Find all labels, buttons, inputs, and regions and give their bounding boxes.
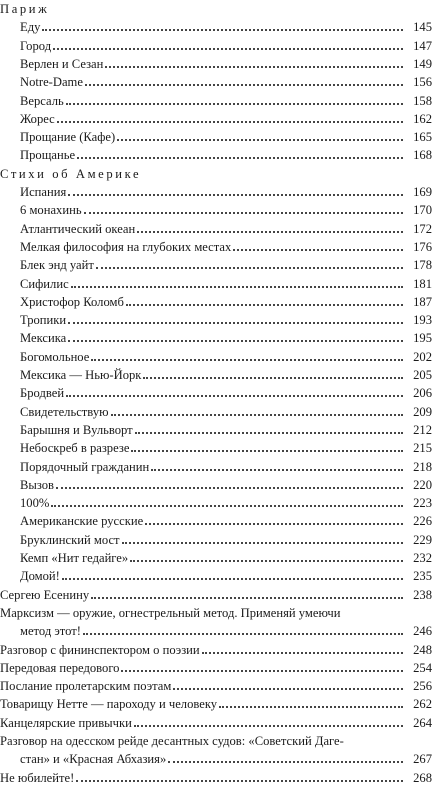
page-number: 195 bbox=[413, 331, 432, 346]
entry-title[interactable]: Вызов bbox=[20, 477, 55, 492]
toc-entry[interactable] bbox=[0, 292, 433, 310]
page-number: 149 bbox=[413, 56, 432, 71]
dot-leader bbox=[130, 560, 403, 562]
entry-title[interactable]: Мексика — Нью-Йорк bbox=[20, 368, 142, 382]
page-number: 256 bbox=[413, 679, 432, 694]
entry-title-continuation[interactable]: стан» и «Красная Абхазия» bbox=[20, 752, 167, 767]
entry-title[interactable]: Прощанье bbox=[20, 148, 76, 163]
dot-leader bbox=[131, 450, 403, 452]
page-number: 226 bbox=[413, 514, 432, 529]
page-number: 262 bbox=[413, 697, 432, 712]
toc-entry[interactable] bbox=[0, 585, 433, 603]
dot-leader bbox=[66, 395, 403, 397]
dot-leader bbox=[53, 48, 403, 50]
entry-title[interactable]: Блек энд уайт bbox=[20, 258, 94, 273]
entry-title[interactable]: Товарищу Нетте — пароходу и человеку bbox=[0, 697, 218, 712]
toc-entry[interactable] bbox=[0, 145, 433, 163]
page-number: 169 bbox=[413, 185, 432, 199]
page-number: 232 bbox=[413, 551, 432, 565]
page-number: 162 bbox=[413, 111, 432, 126]
entry-title[interactable]: Мелкая философия на глубоких местах bbox=[20, 239, 232, 254]
dot-leader bbox=[85, 84, 403, 86]
page-number: 235 bbox=[413, 569, 432, 584]
toc-entry[interactable] bbox=[0, 255, 433, 273]
dot-leader bbox=[173, 688, 403, 690]
page-number: 206 bbox=[413, 386, 432, 401]
toc-entry[interactable] bbox=[0, 36, 433, 54]
page-number: 187 bbox=[413, 294, 432, 309]
entry-title[interactable]: Мексика bbox=[20, 331, 67, 346]
entry-title[interactable]: Небоскреб в разрезе bbox=[20, 441, 130, 456]
entry-title[interactable]: Порядочный гражданин bbox=[20, 459, 150, 474]
dot-leader bbox=[145, 523, 403, 525]
dot-leader bbox=[68, 322, 403, 324]
page-number: 181 bbox=[413, 276, 432, 291]
page-number: 220 bbox=[413, 477, 432, 492]
toc-entry[interactable] bbox=[0, 713, 433, 731]
dot-leader bbox=[76, 780, 403, 782]
entry-title[interactable]: Христофор Коломб bbox=[20, 294, 124, 309]
dot-leader bbox=[42, 29, 403, 31]
page-number: 246 bbox=[413, 624, 432, 639]
entry-title[interactable]: Канцелярские привычки bbox=[0, 715, 132, 730]
dot-leader bbox=[219, 706, 403, 708]
entry-title[interactable]: Атлантический океан bbox=[20, 221, 136, 236]
page-number: 264 bbox=[413, 715, 432, 730]
toc-entry[interactable] bbox=[0, 91, 433, 109]
dot-leader bbox=[71, 286, 403, 288]
page-number: 218 bbox=[413, 459, 432, 474]
page-number: 147 bbox=[413, 38, 432, 53]
toc-entry[interactable] bbox=[0, 640, 433, 658]
page-number: 223 bbox=[413, 496, 432, 511]
dot-leader bbox=[83, 633, 403, 635]
dot-leader bbox=[143, 377, 403, 379]
entry-title[interactable]: Сифилис bbox=[20, 276, 69, 291]
page-number: 238 bbox=[413, 587, 432, 602]
entry-title[interactable]: Богомольное bbox=[20, 349, 90, 364]
dot-leader bbox=[135, 432, 403, 434]
dot-leader bbox=[77, 157, 403, 159]
page-number: 212 bbox=[413, 422, 432, 437]
entry-title-continuation[interactable]: метод этот! bbox=[20, 624, 81, 639]
toc-entry[interactable] bbox=[0, 475, 433, 493]
dot-leader bbox=[96, 267, 403, 269]
dot-leader bbox=[126, 304, 403, 306]
toc-entry[interactable] bbox=[0, 493, 433, 511]
entry-title[interactable]: Марксизм — оружие, огнестрельный метод. Применяй умеючи bbox=[0, 605, 341, 620]
entry-title[interactable]: 100% bbox=[20, 496, 50, 511]
toc-entry[interactable] bbox=[0, 127, 433, 145]
dot-leader bbox=[122, 542, 403, 544]
entry-title[interactable]: Сергею Есенину bbox=[0, 587, 90, 602]
entry-title[interactable]: Notre-Dame bbox=[20, 75, 83, 90]
toc-entry[interactable] bbox=[0, 731, 433, 749]
entry-title[interactable]: Не юбилейте! bbox=[0, 770, 75, 785]
toc-entry-continuation[interactable] bbox=[0, 749, 433, 767]
toc-entry[interactable] bbox=[0, 219, 433, 237]
toc-entry[interactable] bbox=[0, 310, 433, 328]
entry-title[interactable]: Послание пролетарским поэтам bbox=[0, 679, 172, 694]
toc-entry[interactable] bbox=[0, 438, 433, 456]
toc-entry[interactable] bbox=[0, 402, 433, 420]
entry-title[interactable]: Испания bbox=[20, 185, 67, 199]
toc-entry[interactable] bbox=[0, 383, 433, 401]
dot-leader bbox=[66, 103, 403, 105]
page-number: 170 bbox=[413, 203, 432, 218]
dot-leader bbox=[51, 505, 403, 507]
dot-leader bbox=[202, 652, 403, 654]
toc-entry[interactable] bbox=[0, 420, 433, 438]
toc-entry[interactable] bbox=[0, 511, 433, 529]
toc-entry[interactable] bbox=[0, 676, 433, 694]
dot-leader bbox=[151, 469, 403, 471]
dot-leader bbox=[68, 340, 403, 342]
entry-title[interactable]: Тропики bbox=[20, 313, 67, 328]
entry-title[interactable]: Версаль bbox=[20, 93, 64, 108]
entry-title[interactable]: Кемп «Нит гедайге» bbox=[20, 551, 129, 565]
toc-entry[interactable] bbox=[0, 54, 433, 72]
dot-leader bbox=[68, 194, 403, 196]
page-number: 215 bbox=[413, 441, 432, 456]
dot-leader bbox=[91, 597, 403, 599]
page-number: 145 bbox=[413, 20, 432, 35]
entry-title[interactable]: Американские русские bbox=[20, 514, 144, 529]
dot-leader bbox=[84, 212, 403, 214]
toc-entry[interactable] bbox=[0, 548, 433, 566]
entry-title[interactable]: 6 монахинь bbox=[20, 203, 82, 218]
dot-leader bbox=[117, 139, 403, 141]
page-number: 202 bbox=[413, 349, 432, 364]
toc-entry[interactable] bbox=[0, 274, 433, 292]
entry-title[interactable]: Жорес bbox=[20, 111, 55, 126]
page-number: 254 bbox=[413, 660, 432, 675]
page-number: 268 bbox=[413, 770, 432, 785]
page-number: 248 bbox=[413, 642, 432, 657]
dot-leader bbox=[57, 121, 403, 123]
page-number: 156 bbox=[413, 75, 432, 90]
section-title: Париж bbox=[0, 2, 50, 16]
toc-entry[interactable] bbox=[0, 109, 433, 127]
dot-leader bbox=[121, 670, 403, 672]
dot-leader bbox=[91, 359, 403, 361]
page-number: 229 bbox=[413, 532, 432, 547]
dot-leader bbox=[111, 414, 403, 416]
entry-title[interactable]: Еду bbox=[20, 20, 41, 35]
section-title: Стихи об Америке bbox=[0, 166, 142, 181]
toc-entry[interactable] bbox=[0, 603, 433, 621]
entry-title[interactable]: Свидетельствую bbox=[20, 404, 109, 419]
entry-title[interactable]: Верлен и Сезан bbox=[20, 56, 104, 71]
dot-leader bbox=[56, 487, 403, 489]
toc-entry[interactable] bbox=[0, 237, 433, 255]
entry-title[interactable]: Разговор с фининспектором о поэзии bbox=[0, 642, 200, 657]
toc-entry[interactable] bbox=[0, 694, 433, 712]
toc-entry[interactable] bbox=[0, 72, 433, 90]
page-number: 176 bbox=[413, 239, 432, 254]
toc-entry[interactable] bbox=[0, 328, 433, 346]
toc-entry[interactable] bbox=[0, 347, 433, 365]
entry-title[interactable]: Передовая передового bbox=[0, 660, 120, 675]
page-number: 158 bbox=[413, 93, 432, 108]
page-number: 178 bbox=[413, 258, 432, 273]
dot-leader bbox=[137, 231, 403, 233]
page-number: 165 bbox=[413, 130, 432, 145]
entry-title[interactable]: Бродвей bbox=[20, 386, 65, 401]
toc-entry[interactable] bbox=[0, 658, 433, 676]
toc-entry-continuation[interactable] bbox=[0, 621, 433, 639]
dot-leader bbox=[105, 66, 403, 68]
page-number: 267 bbox=[413, 752, 432, 767]
entry-title[interactable]: Бруклинский мост bbox=[20, 532, 120, 547]
dot-leader bbox=[233, 249, 403, 251]
section-heading bbox=[0, 0, 433, 17]
page-number: 205 bbox=[413, 368, 432, 382]
toc-entry[interactable] bbox=[0, 17, 433, 35]
toc-entry[interactable] bbox=[0, 530, 433, 548]
toc-entry[interactable] bbox=[0, 365, 433, 383]
page-number: 193 bbox=[413, 313, 432, 328]
toc-entry[interactable] bbox=[0, 457, 433, 475]
entry-title[interactable]: Разговор на одесском рейде десантных судов: «Советский Даге- bbox=[0, 734, 344, 748]
entry-title[interactable]: Город bbox=[20, 38, 52, 53]
entry-title[interactable]: Барышня и Вульворт bbox=[20, 422, 133, 437]
page-number: 168 bbox=[413, 148, 432, 163]
page-number: 209 bbox=[413, 404, 432, 419]
toc-entry[interactable] bbox=[0, 182, 433, 200]
entry-title[interactable]: Прощание (Кафе) bbox=[20, 130, 116, 145]
dot-leader bbox=[134, 725, 403, 727]
toc-entry[interactable] bbox=[0, 768, 433, 786]
section-heading bbox=[0, 164, 433, 182]
dot-leader bbox=[168, 761, 403, 763]
page-number: 172 bbox=[413, 221, 432, 236]
dot-leader bbox=[62, 578, 403, 580]
toc-entry[interactable] bbox=[0, 566, 433, 584]
toc-entry[interactable] bbox=[0, 200, 433, 218]
entry-title[interactable]: Домой! bbox=[20, 569, 60, 584]
